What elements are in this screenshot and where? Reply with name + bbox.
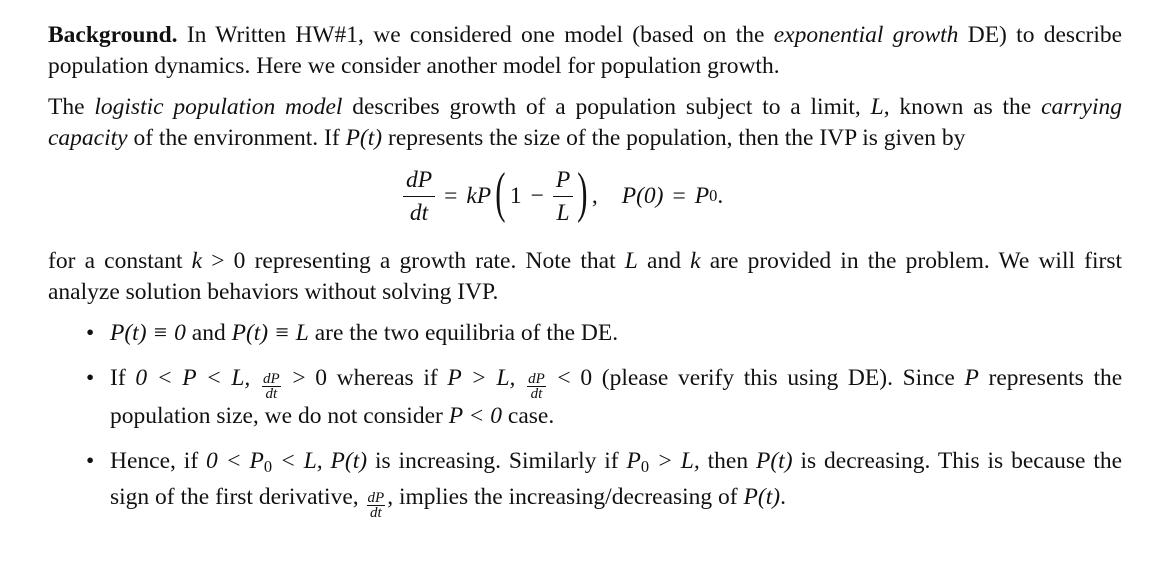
text-run: whereas if <box>336 365 438 391</box>
bullet-icon: • <box>86 320 95 346</box>
math-k: k <box>191 248 203 274</box>
text-run: are provided in the problem. We will first analyze solution behaviors without solving IVP. <box>48 248 1123 305</box>
math-kP: kP <box>466 182 492 209</box>
emphasis-carrying-capacity: carrying capacity <box>48 94 1122 151</box>
derivative-fraction <box>403 167 435 226</box>
display-equation <box>48 152 1122 238</box>
background-label: Background. <box>48 22 178 48</box>
text-run: for a constant <box>48 248 183 274</box>
fraction-numerator: dP <box>403 167 435 197</box>
math-expr: 0 < P <box>206 448 264 474</box>
text-run: , implies the increasing/decreasing of <box>387 484 738 511</box>
text-run: then <box>707 448 749 474</box>
text-run: representing a growth rate. Note that <box>254 248 616 274</box>
fraction-numerator: dP <box>262 371 280 387</box>
text-run: and <box>191 320 226 346</box>
minus-sign: − <box>530 182 544 209</box>
math-expr: P < 0 <box>448 403 503 429</box>
inline-derivative-fraction <box>527 372 546 401</box>
text-run: is increasing. Similarly if <box>374 448 619 474</box>
text-run: , known as the <box>883 94 1032 120</box>
list-item <box>48 363 1122 432</box>
emphasis-exponential-growth: exponential growth <box>773 22 959 48</box>
fraction-numerator: dP <box>528 371 545 387</box>
text-run: If <box>110 365 126 391</box>
text-run: DE) to describe population dynamics. Here we consider another model for population growth. <box>48 22 1123 79</box>
math-expr: P(t) ≡ 0 <box>110 320 186 346</box>
math-expr: P(t) ≡ L <box>231 320 309 346</box>
text-run: are the two equilibria of the DE. <box>314 320 619 346</box>
math-gt-zero: > 0 <box>211 248 246 274</box>
logistic-model-paragraph <box>48 92 1122 154</box>
subscript-zero: 0 <box>263 457 273 477</box>
inline-derivative-fraction <box>367 491 386 520</box>
math-expr: > 0 <box>292 365 327 391</box>
period: . <box>717 182 724 209</box>
inline-derivative-fraction <box>262 372 281 401</box>
math-expr: P(t) <box>756 448 793 474</box>
list-item <box>48 318 1122 349</box>
fraction-denominator: dt <box>265 386 278 402</box>
fraction-denominator: L <box>556 199 570 226</box>
text-run: case. <box>507 403 555 429</box>
math-L: L <box>870 94 884 120</box>
bullet-icon: • <box>86 448 95 474</box>
comma: , <box>591 182 598 209</box>
subscript-zero: 0 <box>709 186 718 205</box>
subscript-zero: 0 <box>640 457 650 477</box>
text-run: represents the population size, we do not consider <box>110 365 1123 429</box>
math-L: L <box>624 248 638 274</box>
math-P: P <box>626 448 641 474</box>
left-paren: ( <box>495 162 506 224</box>
text-run: describes growth of a population subject to a limit, <box>352 94 861 120</box>
background-paragraph <box>48 20 1122 82</box>
fraction-numerator: P <box>553 167 573 197</box>
math-expr: P > L, <box>447 365 516 391</box>
math-P-of-t: P(t) <box>345 125 383 151</box>
list-item <box>48 446 1122 520</box>
text-run: is decreasing. This is because the sign of the first derivative, <box>110 448 1123 511</box>
math-expr: 0 < P < L, <box>135 365 251 391</box>
equals-sign: = <box>672 182 686 209</box>
bullet-list <box>48 318 1122 520</box>
math-P: P <box>694 182 710 209</box>
right-paren: ) <box>577 162 588 224</box>
initial-condition-lhs: P(0) <box>621 182 664 209</box>
math-expr: P(t) <box>743 484 781 511</box>
text-run: represents the size of the population, then the IVP is given by <box>388 125 966 151</box>
text-run: The <box>48 94 85 120</box>
math-k: k <box>690 248 701 274</box>
growth-rate-paragraph <box>48 246 1122 308</box>
equals-sign: = <box>444 182 458 209</box>
text-run: (please verify this using DE). Since <box>601 365 955 391</box>
math-one: 1 <box>509 182 522 209</box>
text-run: Hence, if <box>110 448 199 474</box>
math-expr: > L, <box>657 448 700 474</box>
math-expr: < L, P(t) <box>279 448 368 474</box>
bullet-icon: • <box>86 365 95 391</box>
math-expr: < 0 <box>557 365 593 391</box>
fraction-numerator: dP <box>367 490 385 507</box>
P-over-L-fraction <box>553 167 573 226</box>
text-run: In Written HW#1, we considered one model (based on the <box>186 22 765 48</box>
emphasis-logistic-model: logistic population model <box>94 94 343 120</box>
math-P: P <box>964 365 979 391</box>
period: . <box>780 484 786 511</box>
text-run: of the environment. If <box>133 125 340 151</box>
fraction-denominator: dt <box>370 505 382 522</box>
text-run: and <box>647 248 681 274</box>
fraction-denominator: dt <box>530 386 543 402</box>
fraction-denominator: dt <box>409 199 429 226</box>
